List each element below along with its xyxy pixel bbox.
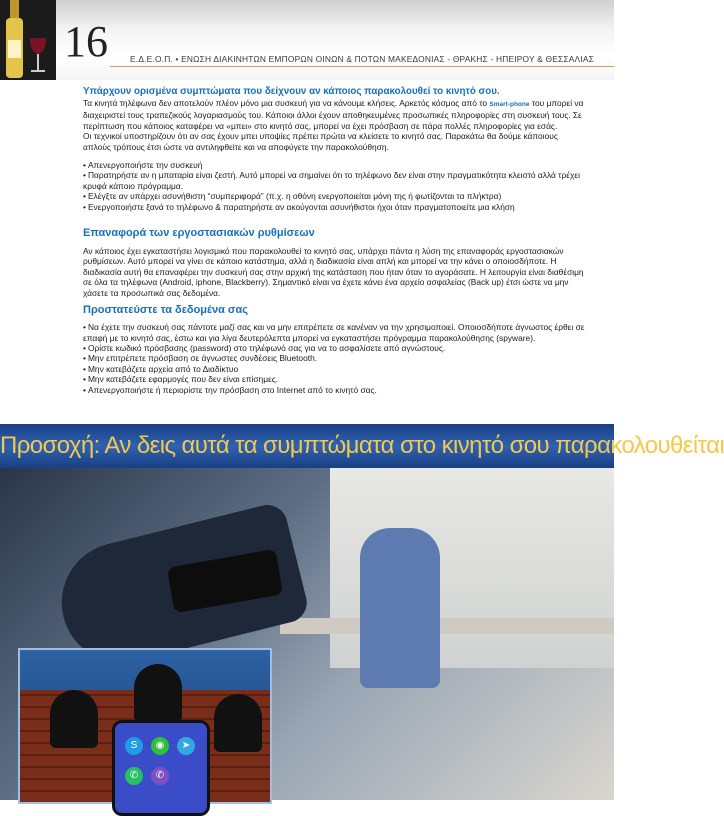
intro-paragraph-2: Οι τεχνικοί υποστηρίζουν ότι αν σας έχουν μπει υποψίες πρέπει πρώτα να κλείσετε το κινητό σας. Παρακάτω θα δούμε κάποιους απλούς τρόπους έτσι ώστε να αντιληφθείτε και να αποφύγετε την παρακολούθηση.	[83, 131, 558, 152]
banner-text: Προσοχή: Αν δεις αυτά τα συμπτώματα στο κινητό σου παρακολουθείται	[0, 432, 724, 459]
wechat-icon: ◉	[151, 737, 169, 755]
warning-banner	[0, 424, 724, 468]
hackers-illustration	[18, 648, 272, 804]
list-item: • Ενεργοποιήστε ξανά το τηλέφωνο & παρατηρήστε αν ακούγονται ασυνήθιστοι ήχοι όταν πραγματοποιείτε μια κλήση	[83, 202, 588, 212]
list-item: • Απενεργοποιήστε ή περιορίστε την πρόσβαση στο Internet από το κινητό σας.	[83, 385, 588, 395]
smartphone-term: Smart-phone	[489, 101, 530, 108]
symptoms-list	[83, 160, 588, 212]
page-header	[0, 0, 614, 80]
section-heading-protect: Προστατεύστε τα δεδομένα σας	[83, 304, 248, 317]
hacker-figure	[134, 664, 182, 722]
header-divider	[110, 66, 614, 67]
page-number: 16	[64, 17, 108, 66]
list-item: • Ορίστε κωδικό πρόσβασης (password) στο τηλέφωνό σας για να το ασφαλίσετε από αγνώστους.	[83, 343, 588, 353]
list-item: • Μην κατεβάζετε αρχεία από το Διαδίκτυο	[83, 364, 588, 374]
smartphone-illustration	[112, 720, 210, 816]
reset-paragraph: Αν κάποιος έχει εγκαταστήσει λογισμικό που παρακολουθεί το κινητό σας, υπάρχει πάντα η λύση της επαναφοράς εργοστασιακών ρυθμίσεων. Αυτό μπορεί να γίνει σε κάποιο κατάστημα, αλλά η διαδικασία είναι απλή και μπορεί να την κάνει ο οποιοσδήποτε. Η διαδικασία αυτή θα επαναφέρει την συσκευή σας στην αρχική της κατάσταση που ήταν όταν το αγοράσατε. Η λειτουργία είναι διαθέσιμη σε όλα τα τηλέφωνα (Android, iphone, Blackberry). Σημαντικό είναι να έχετε κάνει ένα αρχείο ασφαλείας (Back up) έτσι ώστε να μην χάσετε τα προσωπικά σας δεδομένα.	[83, 246, 584, 298]
office-person	[360, 528, 440, 688]
article	[83, 86, 588, 395]
protection-list	[83, 322, 588, 395]
organization-name: Ε.Δ.Ε.Ο.Π. • ΕΝΩΣΗ ΔΙΑΚΙΝΗΤΩΝ ΕΜΠΟΡΩΝ ΟΙΝΩΝ & ΠΟΤΩΝ ΜΑΚΕΔΟΝΙΑΣ - ΘΡΑΚΗΣ - ΗΠΕΙΡΟΥ & ΘΕΣΣΑΛΙΑΣ	[130, 54, 595, 64]
article-heading: Υπάρχουν ορισμένα συμπτώματα που δείχνουν αν κάποιος παρακολουθεί το κινητό σου.	[83, 86, 500, 97]
skype-icon: S	[125, 737, 143, 755]
list-item: • Ελέγξτε αν υπάρχει ασυνήθιστη “συμπεριφορά” (π.χ. η οθόνη ενεργοποιείται μόνη της ή φωτίζονται τα πλήκτρα)	[83, 191, 588, 201]
intro-paragraph	[83, 98, 588, 131]
list-item: • Απενεργοποιήστε την συσκευή	[83, 160, 588, 170]
whatsapp-icon: ✆	[125, 767, 143, 785]
hacker-figure	[214, 694, 262, 752]
list-item: • Μην επιτρέπετε πρόσβαση σε άγνωστες συνδέσεις Bluetooth.	[83, 353, 588, 363]
wine-photo	[0, 0, 56, 80]
section-heading-reset: Επαναφορά των εργοστασιακών ρυθμίσεων	[83, 227, 315, 240]
wine-bottle-icon	[0, 0, 56, 80]
hacker-figure	[50, 690, 98, 748]
intro-text-b: του μπορεί να διαχειριστεί τους τραπεζικούς λογαριασμούς του. Κάποιοι άλλοι έχουν αποθηκευμένες προσωπικές πληροφορίες στη συσκευή τους. Σε περίπτωση που κάποιος καταφέρει να «μπει» στο κινητό σας, μπορεί να έχει πρόσβαση σε πάρα πολλές πληροφορίες για εσάς.	[83, 98, 584, 131]
list-item: • Να έχετε την συσκευή σας πάντοτε μαζί σας και να μην επιτρέπετε σε κανέναν να την χρησιμοποιεί. Οποιοσδήποτε άγνωστος έρθει σε επαφή με το κινητό σας, έστω και για λίγα δευτερόλεπτα μπορεί να εγκαταστήσει πρόγραμμα παρακολούθησης (spyware).	[83, 322, 588, 343]
list-item: • Μην κατεβάζετε εφαρμογές που δεν είναι επίσημες.	[83, 374, 588, 384]
list-item: • Παρατηρήστε αν η μπαταρία είναι ζεστή. Αυτό μπορεί να σημαίνει ότι το τηλέφωνο δεν είναι στην πραγματικότητα κλειστό αλλά τρέχει κρυφά κάποιο πρόγραμμα.	[83, 170, 588, 191]
office-desk	[280, 618, 614, 634]
viber-icon: ✆	[151, 767, 169, 785]
telegram-icon: ➤	[177, 737, 195, 755]
intro-text-a: Τα κινητά τηλέφωνα δεν αποτελούν πλέον μόνο μια συσκευή για να κάνουμε κλήσεις. Αρκετός κόσμος από το	[83, 98, 490, 108]
